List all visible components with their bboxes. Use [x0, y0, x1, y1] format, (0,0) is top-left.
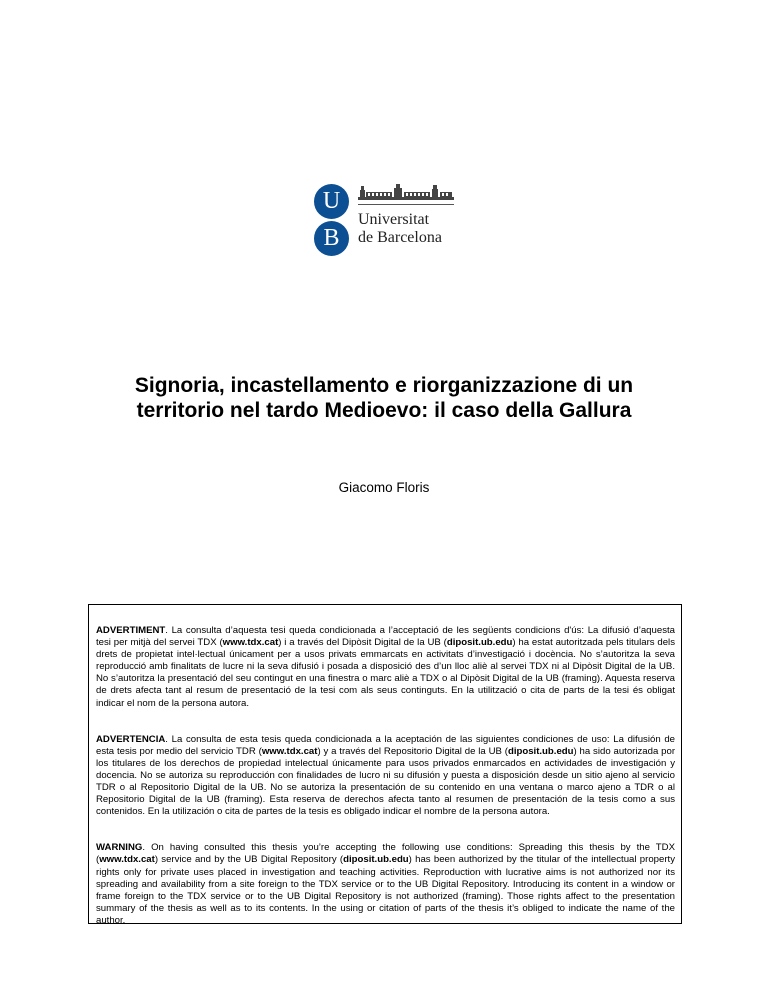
building-icon: [358, 184, 454, 200]
notice-spanish-link-tdx: www.tdx.cat: [261, 745, 318, 757]
logo-u-circle: U: [314, 184, 349, 219]
notice-spanish: [96, 734, 675, 819]
notice-catalan-text-1: . La consulta d’aquesta tesi queda condicionada a l’acceptació de les següents condicions d'ús: La difusió d’aquesta tesi per mitjà del servei TDX (: [96, 625, 675, 649]
university-logo: [314, 184, 456, 256]
notice-english-link-diposit: diposit.ub.edu: [343, 854, 409, 866]
notice-english-text-2: ) service and by the UB Digital Repository (: [154, 854, 344, 866]
notice-english-text-1: . On having consulted this thesis you’re accepting the following use conditions: Spreading this thesis by the TDX (: [96, 842, 675, 866]
logo-b-circle: B: [314, 221, 349, 256]
notice-spanish-text-3: ) ha sido autorizada por los titulares de los derechos de propiedad intelectual únicamente para usos privados enmarcados en actividades de investigación y docencia. No se autoriza su reproducción con finalidades de lucro ni su difusión y puesta a disposición desde un sitio ajeno al servicio TDR o al Repositorio Digital de la UB. No se autoriza la presentación de su contenido en una ventana o marco ajeno a TDR o al Repositorio Digital de la UB (framing). Esta reserva de derechos afecta tanto al resumen de presentación de la tesis como a sus contenidos. En la utilización o cita de partes de la tesis es obligado indicar el nombre de la persona autora.: [96, 745, 676, 818]
notice-english: [96, 842, 675, 927]
notice-english-link-tdx: www.tdx.cat: [99, 854, 155, 866]
notice-spanish-link-diposit: diposit.ub.edu: [507, 745, 574, 757]
notice-spanish-heading: ADVERTENCIA: [96, 733, 166, 745]
notice-catalan-text-2: ) i a través del Dipòsit Digital de la UB (: [278, 637, 447, 649]
notice-catalan-heading: ADVERTIMENT: [96, 625, 166, 636]
notice-catalan-text-3: ) ha estat autoritzada pels titulars dels drets de propietat intel·lectual únicament per a usos privats emmarcats en activitats d’investigació i docència. No s’autoritza la seva reproducció amb finalitats de lucre ni la seva difusió i posada a disposició des d’un lloc aliè al servei TDX ni al Dipòsit Digital de la UB. No s’autoritza la presentació del seu contingut en una finestra o marc aliè a TDX o al Dipòsit Digital de la UB (framing). Aquesta reserva de drets afecta tant al resum de presentació de la tesi com als seus continguts. En la utilització o cita de parts de la tesi és obligat indicar el nom de la persona autora.: [96, 637, 675, 709]
rights-notice-box: [88, 604, 682, 924]
logo-divider: [358, 204, 454, 205]
university-name-line1: Universitat: [358, 211, 430, 228]
notice-english-heading: WARNING: [96, 842, 143, 854]
notice-english-text-3: ) has been authorized by the titular of the intellectual property rights only for private uses placed in investigation and teaching activities. Reproduction with lucrative aims is not authorized nor its spreading and availability from a site foreign to the TDX service or to the UB Digital Repository. Introducing its content in a window or frame foreign to the TDX service or to the UB Digital Repository is not authorized (framing). Those rights affect to the presentation summary of the thesis as well as to its contents. In the using or citation of parts of the thesis it’s obliged to indicate the name of the author.: [96, 854, 675, 926]
notice-catalan: [96, 625, 675, 710]
university-name-line2: de Barcelona: [358, 229, 442, 246]
thesis-title: Signoria, incastellamento e riorganizzazione di un territorio nel tardo Medioevo: il caso della Gallura: [134, 374, 634, 422]
notice-catalan-link-diposit: diposit.ub.edu: [446, 637, 513, 649]
author-name: Giacomo Floris: [338, 480, 430, 495]
notice-spanish-text-1: . La consulta de esta tesis queda condicionada a la aceptación de las siguientes condiciones de uso: La difusión de esta tesis por medio del servicio TDR (: [96, 733, 675, 757]
notice-catalan-link-tdx: www.tdx.cat: [222, 637, 279, 649]
notice-spanish-text-2: ) y a través del Repositorio Digital de la UB (: [317, 745, 508, 757]
university-name: [358, 211, 442, 247]
